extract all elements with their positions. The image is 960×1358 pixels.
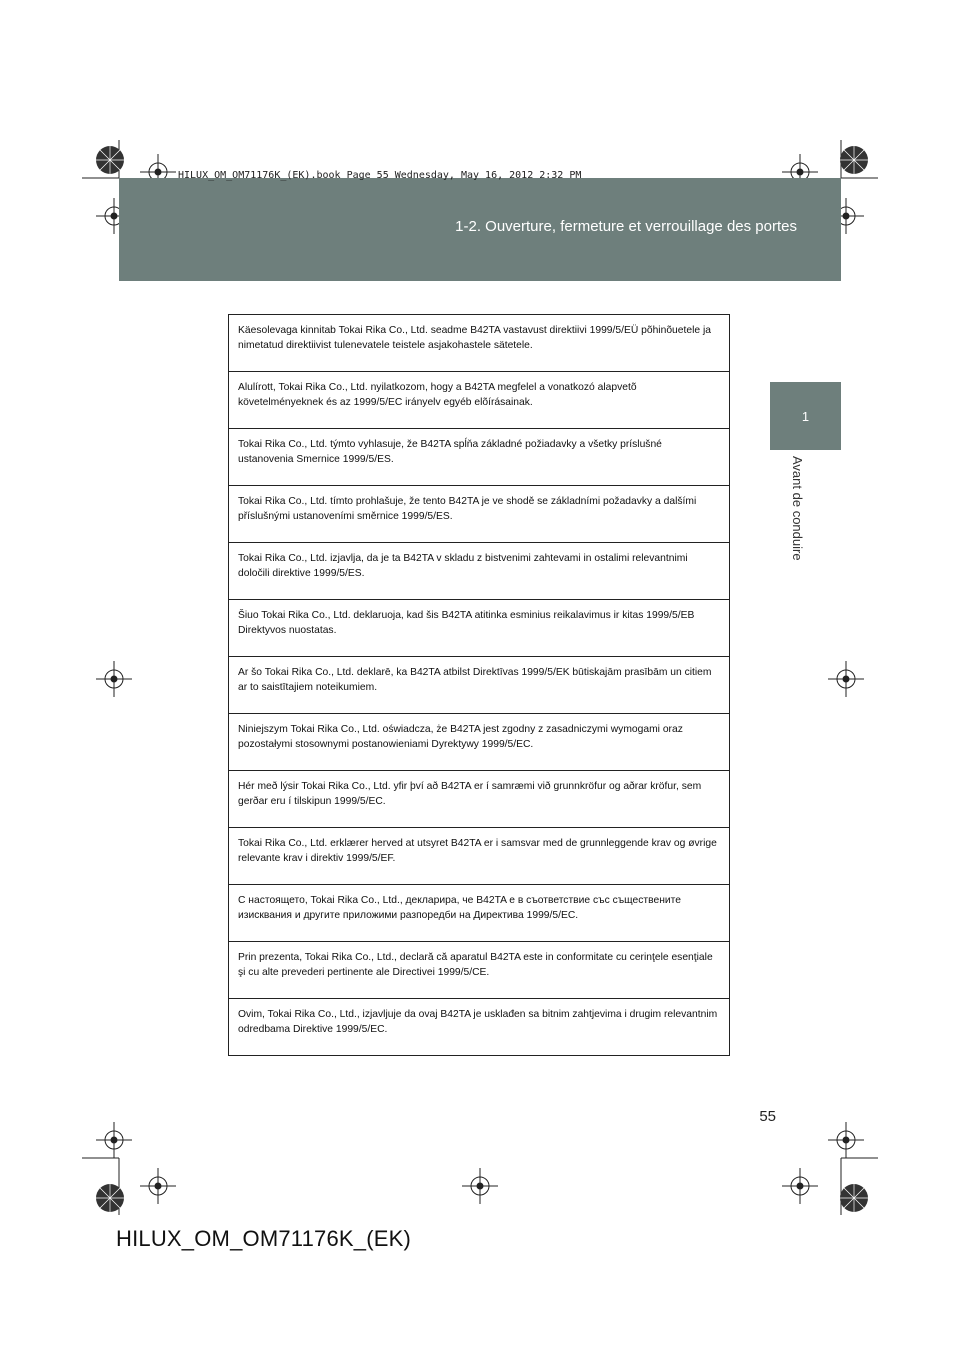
declaration-row: Ar šo Tokai Rika Co., Ltd. deklarē, ka B42TA atbilst Direktīvas 1999/5/EK būtiskajām prasībām un citiem ar to saistītajiem noteikumiem.: [229, 657, 729, 714]
declaration-row: Tokai Rika Co., Ltd. erklærer herved at utsyret B42TA er i samsvar med de grunnleggende krav og øvrige relevante krav i direktiv 1999/5/EF.: [229, 828, 729, 885]
declaration-row: Niniejszym Tokai Rika Co., Ltd. oświadcza, że B42TA jest zgodny z zasadniczymi wymogami oraz pozostałymi stosownymi postanowieniami Dyrektywy 1999/5/EC.: [229, 714, 729, 771]
document-code: HILUX_OM_OM71176K_(EK): [116, 1226, 411, 1251]
chapter-tab: [770, 382, 841, 450]
declaration-row: Ovim, Tokai Rika Co., Ltd., izjavljuje da ovaj B42TA je usklađen sa bitnim zahtjevima i drugim relevantnim odredbama Direktive 1999/5/EC.: [238, 1009, 718, 1035]
declarations-table: [228, 314, 730, 1056]
page-number: 55: [759, 1108, 776, 1125]
declaration-row: Prin prezenta, Tokai Rika Co., Ltd., declară că aparatul B42TA este in conformitate cu cerinţele esenţiale şi cu alte prevederi pertinente ale Directivei 1999/5/CE.: [229, 942, 729, 999]
declaration-row: Tokai Rika Co., Ltd. týmto vyhlasuje, že B42TA spĺňa základné požiadavky a všetky príslušné ustanovenia Smernice 1999/5/ES.: [229, 429, 729, 486]
file-stamp: HILUX_OM_OM71176K_(EK).book Page 55 Wednesday, May 16, 2012 2:32 PM: [178, 170, 582, 181]
chapter-number: 1: [801, 408, 810, 424]
section-title: 1-2. Ouverture, fermeture et verrouillage des portes: [455, 218, 797, 235]
declaration-row: Šiuo Tokai Rika Co., Ltd. deklaruoja, kad šis B42TA atitinka esminius reikalavimus ir kitas 1999/5/EB Direktyvos nuostatas.: [229, 600, 729, 657]
declaration-row: Alulírott, Tokai Rika Co., Ltd. nyilatkozom, hogy a B42TA megfelel a vonatkozó alapvetõ követelményeknek és az 1999/5/EC irányelv egyéb elõírásainak.: [229, 372, 729, 429]
declaration-row: Tokai Rika Co., Ltd. izjavlja, da je ta B42TA v skladu z bistvenimi zahtevami in ostalimi relevantnimi določili direktive 1999/5/ES.: [229, 543, 729, 600]
declaration-row: Käesolevaga kinnitab Tokai Rika Co., Ltd. seadme B42TA vastavust direktiivi 1999/5/EÜ põhinõuetele ja nimetatud direktiivist tulenevatele teistele asjakohastele sätetele.: [229, 315, 729, 372]
chapter-label: Avant de conduire: [790, 456, 805, 561]
declaration-row: Hér með lýsir Tokai Rika Co., Ltd. yfir því að B42TA er í samræmi við grunnkröfur og aðrar kröfur, sem gerðar eru í tilskipun 1999/5/EC.: [229, 771, 729, 828]
declaration-row: С настоящето, Tokai Rika Co., Ltd., декларира, че B42TA е в съответствие със съществените изисквания и другите приложими разпоредби на Директива 1999/5/EC.: [229, 885, 729, 942]
declaration-row: Tokai Rika Co., Ltd. tímto prohlašuje, že tento B42TA je ve shodě se základními požadavky a dalšími příslušnými ustanoveními směrnice 1999/5/ES.: [229, 486, 729, 543]
